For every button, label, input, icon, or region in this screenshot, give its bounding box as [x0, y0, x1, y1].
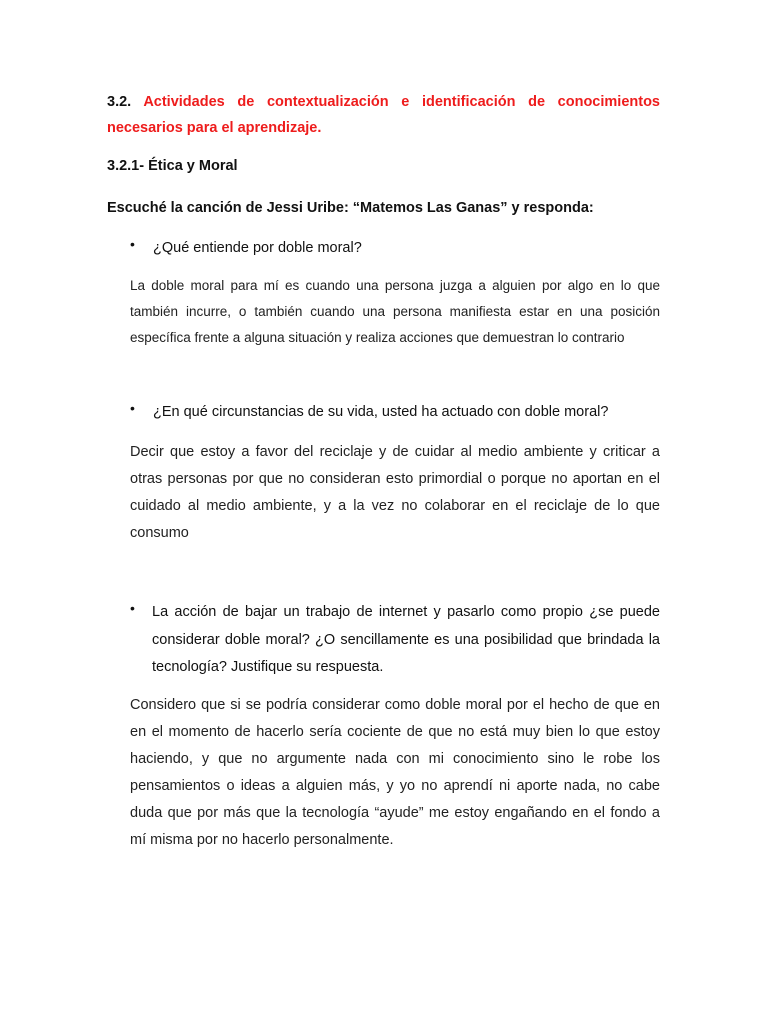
bullet-marker-3: •	[130, 600, 135, 616]
intro-instruction: Escuché la canción de Jessi Uribe: “Matemos Las Ganas” y responda:	[107, 200, 594, 216]
section-number: 3.2.	[107, 94, 132, 110]
question-1: ¿Qué entiende por doble moral?	[153, 240, 362, 256]
bullet-marker-1: •	[130, 236, 135, 252]
answer-3: Considero que si se podría considerar como doble moral por el hecho de que en en el momento de hacerlo sería cociente de que no está muy bien lo que estoy haciendo, y que no argumente nada con mi conocimiento sino le robe los pensamientos o ideas a alguien más, y yo no aprendí ni aporte nada, no cabe duda que por más que la tecnología “ayude” me estoy engañando en el fondo a mí misma por no hacerlo personalmente.	[130, 697, 660, 848]
bullet-marker-2: •	[130, 400, 135, 416]
subsection-heading: 3.2.1- Ética y Moral	[107, 158, 238, 174]
question-3: La acción de bajar un trabajo de internet y pasarlo como propio ¿se puede considerar doble moral? ¿O sencillamente es una posibilidad que brindada la tecnología? Justifique su respuesta.	[152, 604, 660, 675]
section-title: Actividades de contextualización e identificación de conocimientos necesarios para el aprendizaje.	[107, 94, 660, 136]
section-heading	[107, 89, 660, 141]
answer-1: La doble moral para mí es cuando una persona juzga a alguien por algo en lo que también incurre, o también cuando una persona manifiesta estar en una posición específica frente a alguna situación y realiza acciones que demuestran lo contrario	[130, 278, 660, 345]
question-2: ¿En qué circunstancias de su vida, usted ha actuado con doble moral?	[153, 404, 609, 420]
answer-2: Decir que estoy a favor del reciclaje y de cuidar al medio ambiente y criticar a otras personas por que no consideran esto primordial o porque no aportan en el cuidado al medio ambiente, y a la vez no colaborar en el reciclaje de lo que consumo	[130, 444, 660, 541]
